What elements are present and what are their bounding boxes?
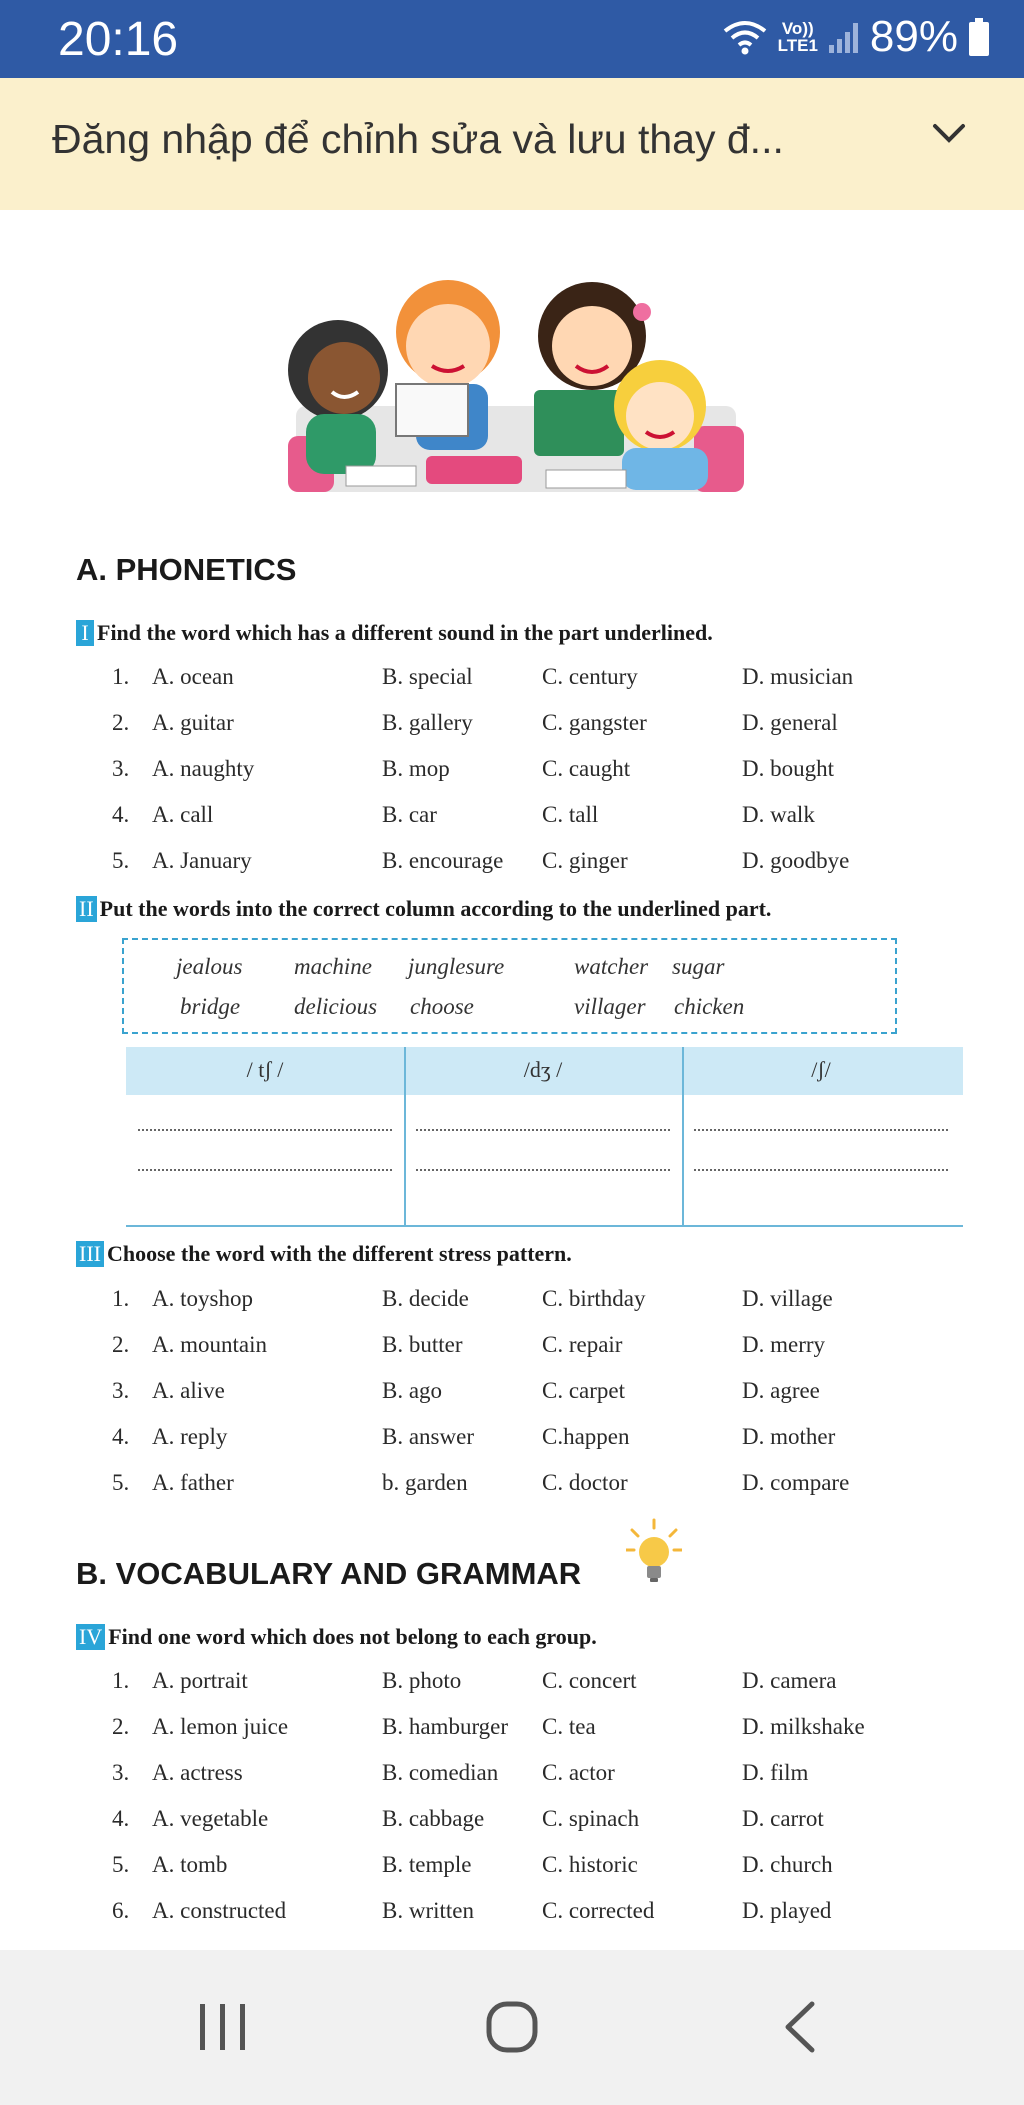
option-c: C. ginger [542, 848, 628, 873]
option-a: A. mountain [152, 1332, 267, 1357]
part4-instruction-text: Find one word which does not belong to each group. [108, 1624, 597, 1649]
part3-row [112, 1424, 992, 1464]
word-item: jealous [176, 954, 243, 979]
option-c: C.happen [542, 1424, 630, 1449]
part3-instruction [76, 1241, 572, 1267]
part2-instruction-text: Put the words into the correct column according to the underlined part. [99, 896, 772, 921]
part4-row [112, 1760, 992, 1800]
document-page [0, 210, 1024, 1950]
word-item: delicious [294, 994, 378, 1019]
option-b: b. garden [382, 1470, 468, 1495]
option-d: D. merry [742, 1332, 826, 1357]
status-bar [0, 0, 1024, 78]
option-b: B. butter [382, 1332, 463, 1357]
option-d: D. camera [742, 1668, 837, 1693]
section-b-title: B. VOCABULARY AND GRAMMAR [76, 1556, 582, 1591]
part1-row [112, 710, 992, 750]
question-number: 3. [112, 1760, 130, 1785]
answer-line [416, 1169, 670, 1171]
option-b: B. car [382, 802, 437, 827]
part1-row [112, 664, 992, 704]
option-d: D. church [742, 1852, 833, 1877]
option-b: B. comedian [382, 1760, 499, 1785]
option-b: B. photo [382, 1668, 462, 1693]
option-c: C. historic [542, 1852, 638, 1877]
wifi-icon [722, 17, 768, 57]
word-item: watcher [574, 954, 649, 979]
word-box [122, 938, 897, 1034]
part3-row [112, 1286, 992, 1326]
sign-in-banner[interactable] [0, 78, 1024, 210]
option-c: C. doctor [542, 1470, 628, 1495]
question-number: 4. [112, 802, 130, 827]
question-number: 2. [112, 1332, 130, 1357]
option-a: A. father [152, 1470, 234, 1495]
option-c: C. actor [542, 1760, 615, 1785]
word-item: choose [410, 994, 474, 1019]
question-number: 5. [112, 1852, 130, 1877]
option-a: A. reply [152, 1424, 228, 1449]
status-time: 20:16 [58, 13, 179, 66]
answer-line [416, 1129, 670, 1131]
question-number: 2. [112, 710, 130, 735]
part1-instruction-text: Find the word which has a different sound in the part underlined. [97, 620, 713, 645]
option-b: B. decide [382, 1286, 469, 1311]
option-a: A. actress [152, 1760, 243, 1785]
recent-apps-icon[interactable] [196, 2002, 250, 2052]
option-a: A. lemon juice [152, 1714, 289, 1739]
answer-line [138, 1129, 392, 1131]
part3-badge: III [76, 1241, 104, 1267]
column-header: /dʒ / [523, 1057, 563, 1082]
option-b: B. cabbage [382, 1806, 485, 1831]
question-number: 5. [112, 848, 130, 873]
option-a: A. portrait [152, 1668, 248, 1693]
part1-row [112, 802, 992, 842]
option-d: D. musician [742, 664, 854, 689]
part4-row [112, 1852, 992, 1892]
word-item: villager [574, 994, 646, 1019]
option-b: B. ago [382, 1378, 443, 1403]
lightbulb-icon [626, 1518, 682, 1588]
option-a: A. ocean [152, 664, 234, 689]
home-icon[interactable] [485, 2000, 539, 2054]
option-d: D. walk [742, 802, 815, 827]
children-reading-illustration [276, 266, 752, 496]
option-c: C. gangster [542, 710, 647, 735]
option-c: C. tea [542, 1714, 596, 1739]
option-d: D. general [742, 710, 838, 735]
part4-row [112, 1898, 992, 1938]
option-b: B. gallery [382, 710, 473, 735]
option-b: B. encourage [382, 848, 504, 873]
part4-badge: IV [76, 1624, 105, 1650]
question-number: 2. [112, 1714, 130, 1739]
part1-row [112, 756, 992, 796]
option-c: C. repair [542, 1332, 623, 1357]
option-c: C. caught [542, 756, 631, 781]
option-a: A. January [152, 848, 252, 873]
column-header: / tʃ / [246, 1057, 284, 1082]
option-c: C. carpet [542, 1378, 626, 1403]
option-d: D. village [742, 1286, 833, 1311]
part3-row [112, 1378, 992, 1418]
part1-row [112, 848, 992, 888]
question-number: 1. [112, 1668, 130, 1693]
question-number: 1. [112, 664, 130, 689]
option-c: C. century [542, 664, 638, 689]
answer-line [694, 1169, 948, 1171]
word-item: junglesure [408, 954, 505, 979]
part3-row [112, 1470, 992, 1510]
option-c: C. tall [542, 802, 599, 827]
option-d: D. played [742, 1898, 832, 1923]
option-d: D. compare [742, 1470, 850, 1495]
option-a: A. toyshop [152, 1286, 253, 1311]
sign-in-message: Đăng nhập để chỉnh sửa và lưu thay đ... [52, 116, 784, 162]
part3-instruction-text: Choose the word with the different stress pattern. [106, 1241, 572, 1266]
part4-row [112, 1714, 992, 1754]
part4-row [112, 1668, 992, 1708]
option-c: C. corrected [542, 1898, 655, 1923]
option-d: D. film [742, 1760, 809, 1785]
word-item: sugar [672, 954, 725, 979]
option-c: C. concert [542, 1668, 637, 1693]
option-a: A. alive [152, 1378, 225, 1403]
signal-icon [828, 19, 860, 55]
option-d: D. mother [742, 1424, 836, 1449]
column-header: /ʃ/ [811, 1057, 831, 1082]
option-c: C. spinach [542, 1806, 640, 1831]
option-a: A. vegetable [152, 1806, 269, 1831]
option-d: D. agree [742, 1378, 820, 1403]
option-b: B. special [382, 664, 473, 689]
network-indicator [778, 20, 818, 54]
part2-badge: II [76, 896, 97, 922]
option-d: D. carrot [742, 1806, 824, 1831]
option-a: A. constructed [152, 1898, 287, 1923]
option-d: D. milkshake [742, 1714, 865, 1739]
option-d: D. goodbye [742, 848, 850, 873]
part3-row [112, 1332, 992, 1372]
question-number: 1. [112, 1286, 130, 1311]
option-b: B. written [382, 1898, 474, 1923]
phonetics-table [126, 1047, 963, 1227]
option-a: A. call [152, 802, 214, 827]
word-item: machine [294, 954, 372, 979]
question-number: 3. [112, 1378, 130, 1403]
question-number: 6. [112, 1898, 130, 1923]
option-b: B. hamburger [382, 1714, 509, 1739]
status-icons [722, 12, 990, 62]
question-number: 4. [112, 1424, 130, 1449]
word-item: chicken [674, 994, 745, 1019]
part1-instruction [76, 620, 713, 646]
option-a: A. naughty [152, 756, 255, 781]
battery-icon [968, 17, 990, 57]
question-number: 4. [112, 1806, 130, 1831]
option-b: B. answer [382, 1424, 474, 1449]
section-a-title: A. PHONETICS [76, 552, 297, 587]
question-number: 3. [112, 756, 130, 781]
answer-line [694, 1129, 948, 1131]
option-a: A. tomb [152, 1852, 228, 1877]
part4-row [112, 1806, 992, 1846]
chevron-down-icon[interactable] [932, 118, 966, 148]
part2-instruction [76, 896, 771, 922]
lte-label: LTE1 [777, 36, 818, 55]
navigation-bar [0, 1950, 1024, 2105]
answer-line [138, 1169, 392, 1171]
battery-percent: 89% [869, 12, 958, 61]
question-number: 5. [112, 1470, 130, 1495]
word-item: bridge [180, 994, 241, 1019]
table-bottom-border [126, 1225, 963, 1227]
volte-label: Vo)) [781, 19, 814, 38]
part4-instruction [76, 1624, 597, 1650]
option-c: C. birthday [542, 1286, 646, 1311]
back-icon[interactable] [780, 2000, 820, 2054]
part1-badge: I [76, 620, 94, 646]
option-a: A. guitar [152, 710, 234, 735]
option-b: B. mop [382, 756, 450, 781]
option-b: B. temple [382, 1852, 472, 1877]
option-d: D. bought [742, 756, 834, 781]
